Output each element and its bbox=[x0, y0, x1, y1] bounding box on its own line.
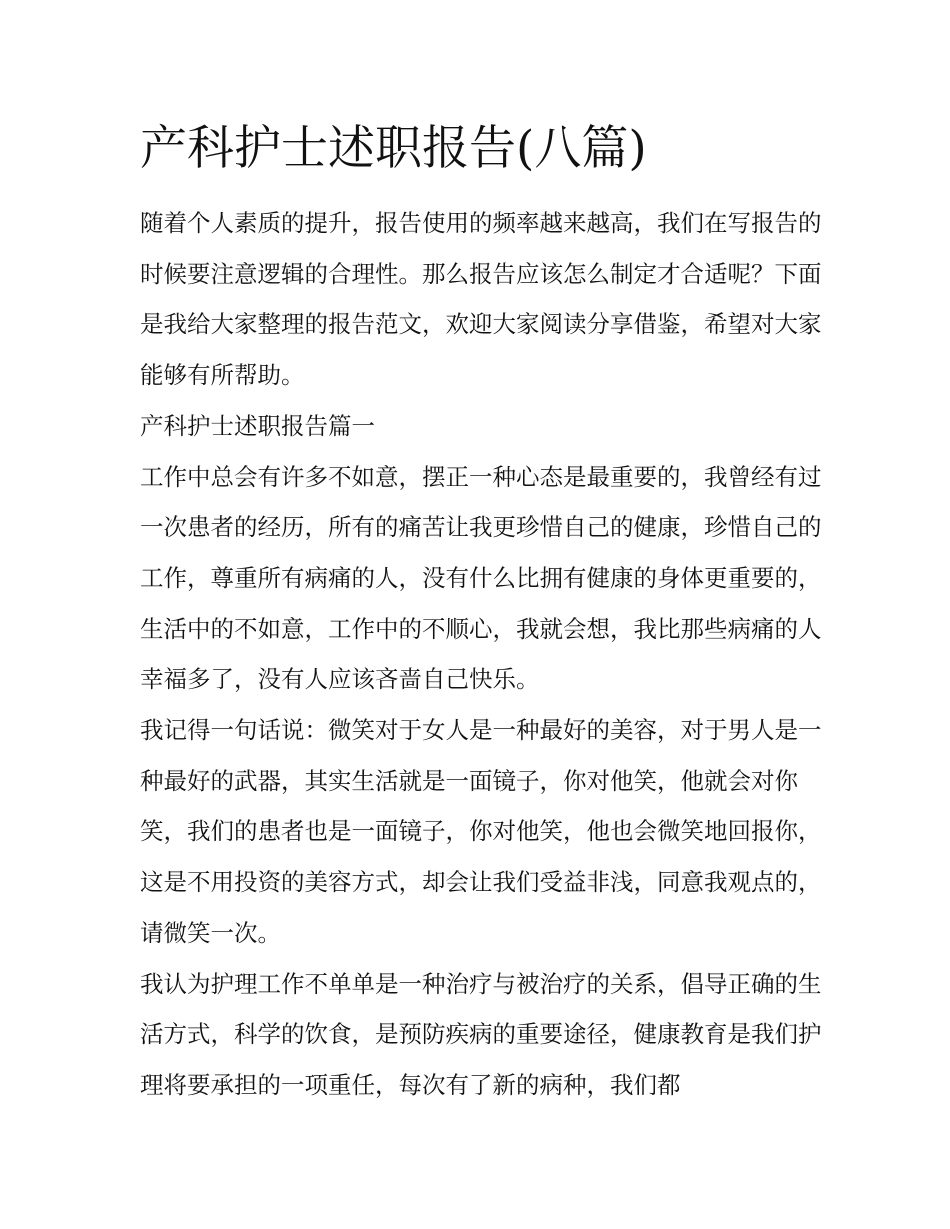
body-paragraph: 工作中总会有许多不如意，摆正一种心态是最重要的，我曾经有过一次患者的经历，所有的痛苦让我更珍惜自己的健康，珍惜自己的工作，尊重所有病痛的人，没有什么比拥有健康的身体更重要的，生活中的不如意，工作中的不顺心，我就会想，我比那些病痛的人幸福多了，没有人应该吝啬自己快乐。 bbox=[140, 462, 822, 694]
document-page bbox=[140, 120, 830, 1111]
intro-paragraph: 随着个人素质的提升，报告使用的频率越来越高，我们在写报告的时候要注意逻辑的合理性。那么报告应该怎么制定才合适呢？下面是我给大家整理的报告范文，欢迎大家阅读分享借鉴，希望对大家能够有所帮助。 bbox=[140, 209, 822, 390]
body-paragraph: 我记得一句话说：微笑对于女人是一种最好的美容，对于男人是一种最好的武器，其实生活就是一面镜子，你对他笑，他就会对你笑，我们的患者也是一面镜子，你对他笑，他也会微笑地回报你，这是不用投资的美容方式，却会让我们受益非浅，同意我观点的，请微笑一次。 bbox=[140, 716, 822, 947]
body-paragraph: 我认为护理工作不单单是一种治疗与被治疗的关系，倡导正确的生活方式，科学的饮食，是预防疾病的重要途径，健康教育是我们护理将要承担的一项重任，每次有了新的病种，我们都 bbox=[140, 969, 822, 1099]
section-heading: 产科护士述职报告篇一 bbox=[140, 411, 375, 440]
document-title: 产科护士述职报告(八篇) bbox=[140, 121, 647, 176]
